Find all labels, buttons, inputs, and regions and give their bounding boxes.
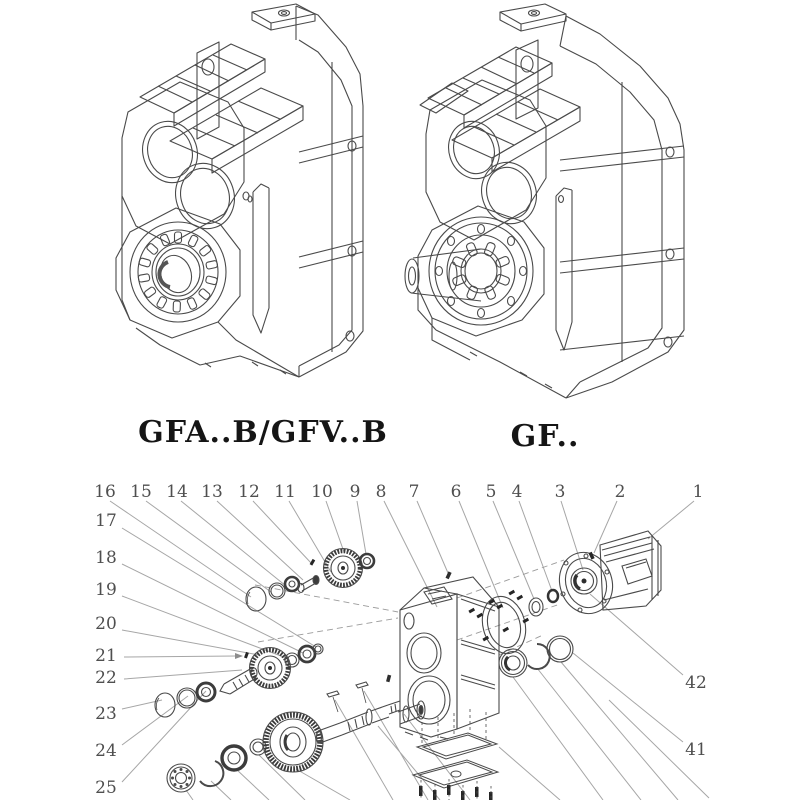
- callout-11: 11: [274, 482, 296, 502]
- callout-8: 8: [375, 482, 387, 502]
- callout-13: 13: [201, 482, 223, 502]
- housing-cover-plates: [413, 709, 498, 800]
- motor-part: [552, 531, 661, 621]
- model-label-gf: GF..: [510, 419, 580, 454]
- callout-2: 2: [614, 482, 626, 502]
- callout-16: 16: [94, 482, 116, 502]
- callout-14: 14: [166, 482, 188, 502]
- callout-4: 4: [511, 482, 523, 502]
- callout-1: 1: [692, 482, 704, 502]
- callout-25: 25: [95, 778, 117, 798]
- seal-cap-cluster: [155, 683, 215, 717]
- callout-24: 24: [95, 741, 117, 761]
- gearbox-foot-mounted-drawing: [116, 4, 363, 377]
- callout-20: 20: [95, 614, 117, 634]
- callout-41: 41: [685, 740, 707, 760]
- input-pinion-cluster: [246, 549, 374, 612]
- callout-12: 12: [238, 482, 260, 502]
- exploded-diagram: [110, 501, 709, 800]
- callout-17: 17: [95, 511, 117, 531]
- cover-bolts: [419, 785, 493, 800]
- output-bearing-rings: [499, 636, 573, 677]
- callout-21: 21: [95, 646, 117, 666]
- callout-18: 18: [95, 548, 117, 568]
- callout-7: 7: [408, 482, 420, 502]
- callout-42: 42: [685, 673, 707, 693]
- model-label-gfab: GFA..B/GFV..B: [138, 415, 388, 450]
- callout-5: 5: [485, 482, 497, 502]
- callout-15: 15: [130, 482, 152, 502]
- callout-3: 3: [554, 482, 566, 502]
- callout-6: 6: [450, 482, 462, 502]
- callout-23: 23: [95, 704, 117, 724]
- output-shaft-assembly: [167, 682, 425, 792]
- gearbox-shaft-drawing: [405, 4, 684, 398]
- callout-22: 22: [95, 668, 117, 688]
- callout-19: 19: [95, 580, 117, 600]
- callout-10: 10: [311, 482, 333, 502]
- callout-9: 9: [349, 482, 361, 502]
- intermediate-gear-cluster: [220, 644, 323, 694]
